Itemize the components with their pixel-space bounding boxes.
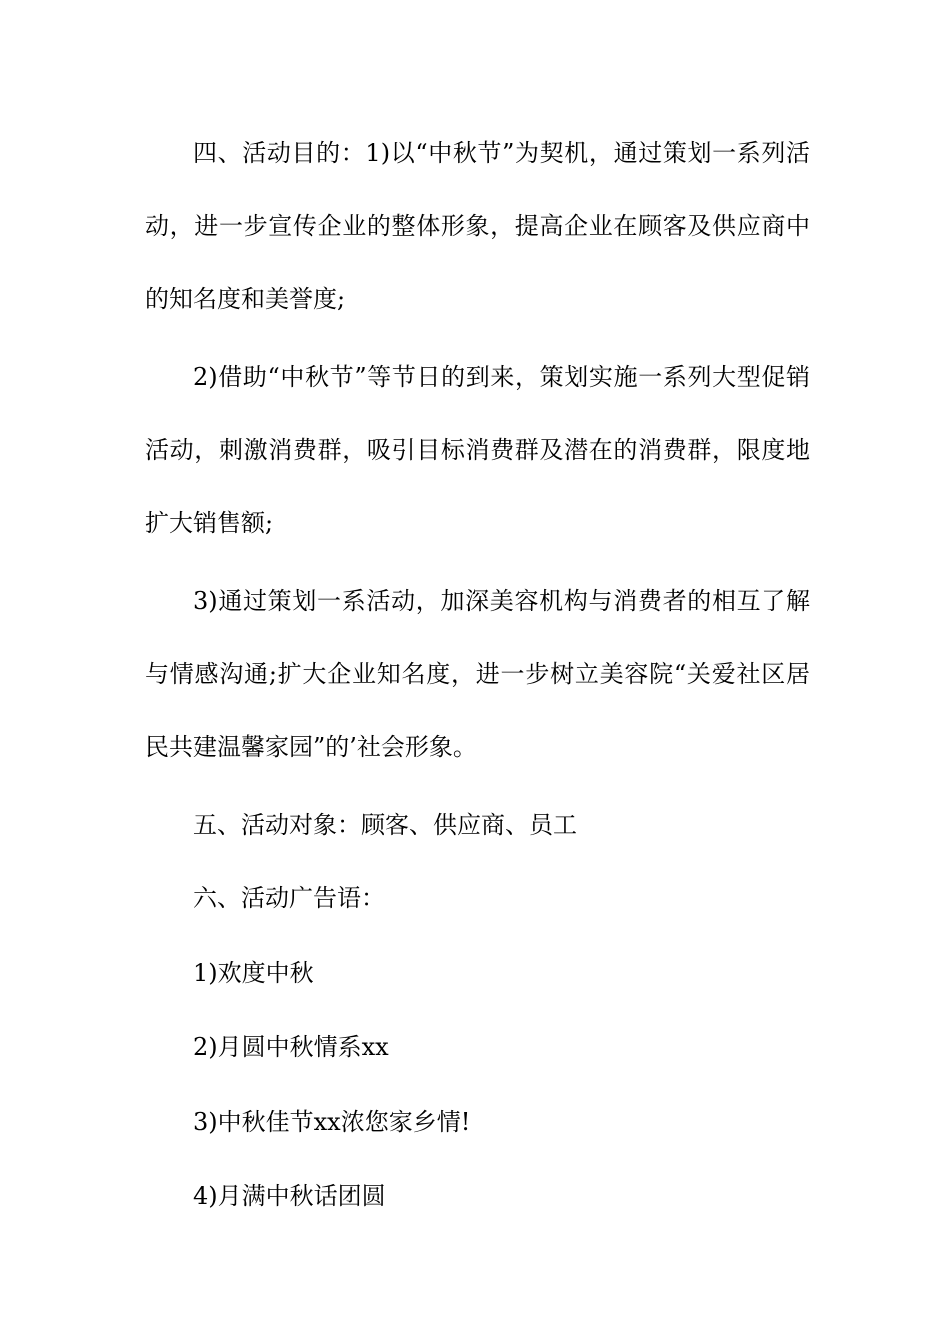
paragraph-brand-image: 3)通过策划一系活动，加深美容机构与消费者的相互了解与情感沟通;扩大企业知名度，进一步树立美容院“关爱社区居民共建温馨家园”的’社会形象。 bbox=[145, 587, 810, 761]
paragraph-promotion-goal: 2)借助“中秋节”等节日的到来，策划实施一系列大型促销活动，刺激消费群，吸引目标消费群及潜在的消费群，限度地扩大销售额; bbox=[145, 363, 810, 537]
paragraph-activity-purpose: 四、活动目的：1)以“中秋节”为契机，通过策划一系列活动，进一步宣传企业的整体形象，提高企业在顾客及供应商中的知名度和美誉度; bbox=[145, 139, 810, 313]
slogan-item-3: 3)中秋佳节xx浓您家乡情! bbox=[193, 1108, 471, 1136]
slogan-item-1: 1)欢度中秋 bbox=[193, 959, 314, 987]
paragraph-slogan-heading: 六、活动广告语： bbox=[193, 884, 385, 912]
slogan-item-4: 4)月满中秋话团圆 bbox=[193, 1182, 386, 1210]
paragraph-activity-target: 五、活动对象：顾客、供应商、员工 bbox=[193, 811, 577, 839]
slogan-item-2: 2)月圆中秋情系xx bbox=[193, 1033, 389, 1061]
